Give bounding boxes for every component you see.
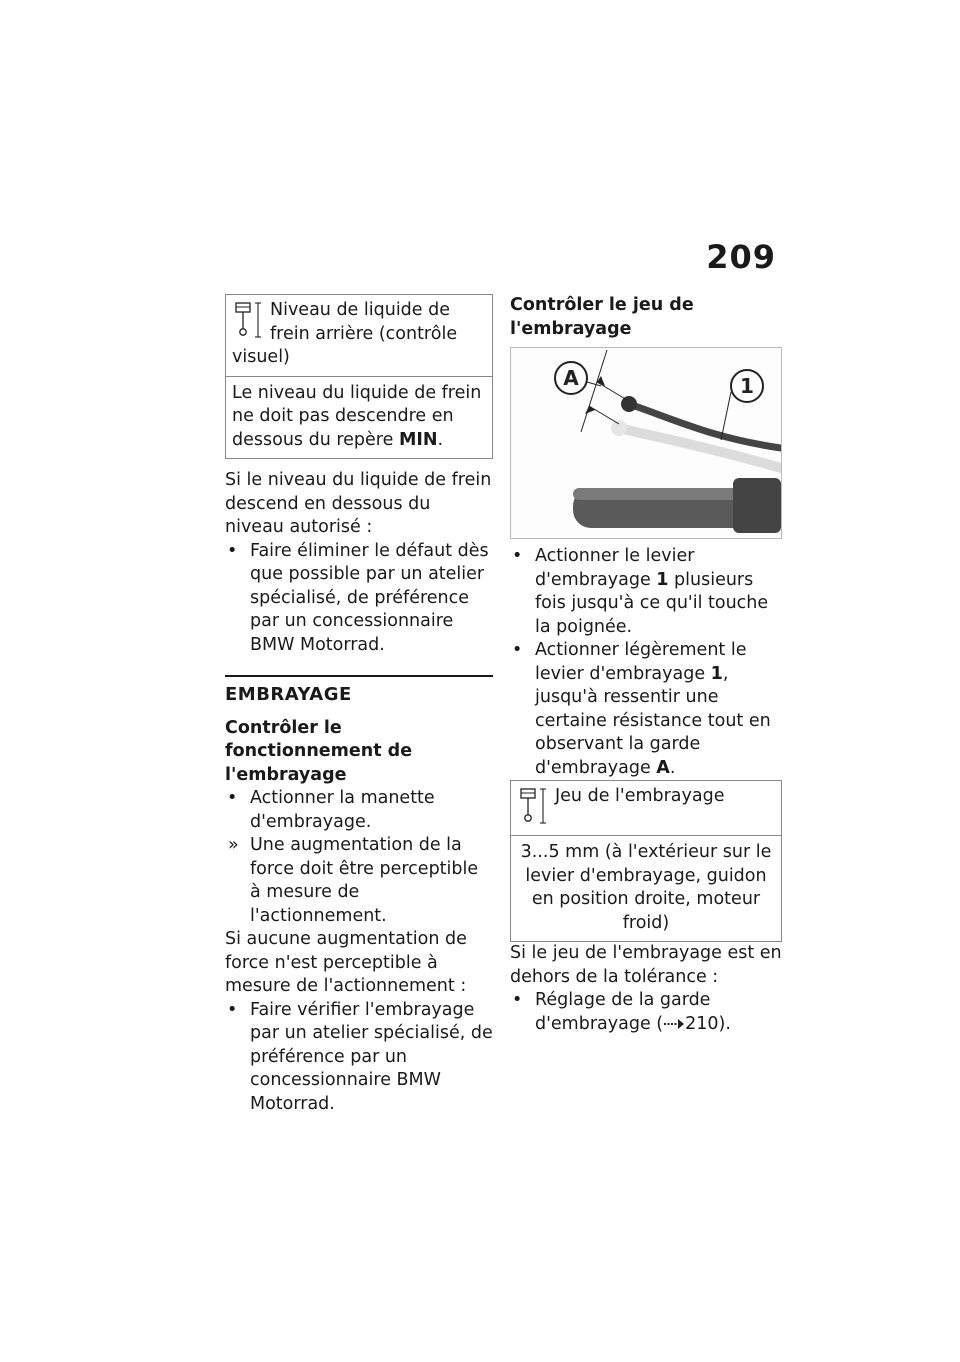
item-text: Réglage de la garde d'embrayage (: [535, 990, 711, 1034]
spec-body: 3...5 mm (à l'extérieur sur le levier d'embrayage, guidon en position droite, moteur froid): [511, 835, 781, 941]
bullet-list: [510, 989, 782, 1036]
ref-letter: A: [656, 757, 670, 778]
paragraph: Si le niveau du liquide de frein descend en dessous du niveau autorisé :: [225, 470, 492, 537]
list-item: [510, 989, 782, 1036]
clutch-lever: [629, 404, 781, 448]
dimension-line: [589, 406, 619, 424]
bullet-list: [225, 787, 493, 928]
list-item: [510, 639, 782, 780]
list-item: • Faire éliminer le défaut dès que possible par un atelier spécialisé, de préférence par un concessionnaire BMW Motorrad.: [225, 540, 493, 658]
clutch-lever-figure: [510, 347, 782, 539]
lever-ghost-tip: [611, 420, 627, 436]
item-text: .: [669, 757, 676, 778]
left-column: [225, 294, 493, 1116]
result-item: » Une augmentation de la force doit être perceptible à mesure de l'actionnement.: [225, 834, 493, 928]
item-text: Actionner le levier d'embrayage: [535, 546, 695, 590]
list-item: • Faire vérifier l'embrayage par un atelier spécialisé, de préférence par un concessionnaire BMW Motorrad.: [225, 999, 493, 1117]
callout-a-label: A: [563, 366, 579, 390]
arrow-head: [585, 406, 595, 414]
item-text: Actionner légèrement le levier d'embrayage: [535, 640, 747, 684]
bullet-list: [225, 999, 493, 1117]
ref-number: 1: [710, 663, 723, 684]
dimension-line: [597, 382, 627, 400]
spec-title: Jeu de l'embrayage: [555, 786, 725, 806]
bullet-list: [225, 540, 493, 658]
spec-title: Niveau de liquide de frein arrière (contrôle visuel): [232, 300, 458, 367]
ref-number: 1: [656, 569, 669, 590]
subheading: Contrôler le fonctionnement de l'embrayage: [225, 717, 413, 785]
lever-ghost: [619, 428, 781, 468]
spec-body: [226, 376, 492, 459]
bullet-list: [510, 545, 782, 780]
leader-line: [721, 392, 731, 440]
right-column: [510, 294, 782, 1036]
spec-text-end: .: [437, 429, 444, 450]
switch-housing: [733, 478, 781, 533]
technical-data-icon: [232, 299, 266, 341]
section-title: EMBRAYAGE: [225, 675, 493, 707]
item-text: , jusqu'à ressentir une certaine résistance tout en observant la garde d'embrayage: [535, 663, 771, 778]
dimension-line: [581, 350, 607, 432]
clutch-lever-illustration: [511, 348, 781, 538]
spec-header: [511, 781, 781, 835]
spec-header: [226, 295, 492, 376]
page-reference[interactable]: 210: [685, 1013, 719, 1034]
page-number: 209: [706, 238, 776, 276]
min-mark: MIN: [398, 429, 438, 450]
paragraph: Si le jeu de l'embrayage est en dehors de la tolérance :: [510, 943, 782, 987]
technical-data-icon: [517, 785, 551, 827]
list-item: • Actionner la manette d'embrayage.: [225, 787, 493, 834]
brake-fluid-spec-box: [225, 294, 493, 459]
item-text: plusieurs fois jusqu'à ce qu'il touche la poignée.: [535, 569, 769, 637]
item-text: ).: [718, 1013, 731, 1034]
paragraph: Si aucune augmentation de force n'est perceptible à mesure de l'actionnement :: [225, 929, 467, 996]
spec-text: Le niveau du liquide de frein ne doit pas descendre en dessous du repère: [232, 382, 482, 450]
list-item: [510, 545, 782, 639]
callout-1-label: 1: [740, 374, 754, 398]
clutch-play-spec-box: [510, 780, 782, 942]
subheading: Contrôler le jeu de l'embrayage: [510, 295, 694, 339]
page-reference-arrow-icon: [663, 1018, 685, 1030]
